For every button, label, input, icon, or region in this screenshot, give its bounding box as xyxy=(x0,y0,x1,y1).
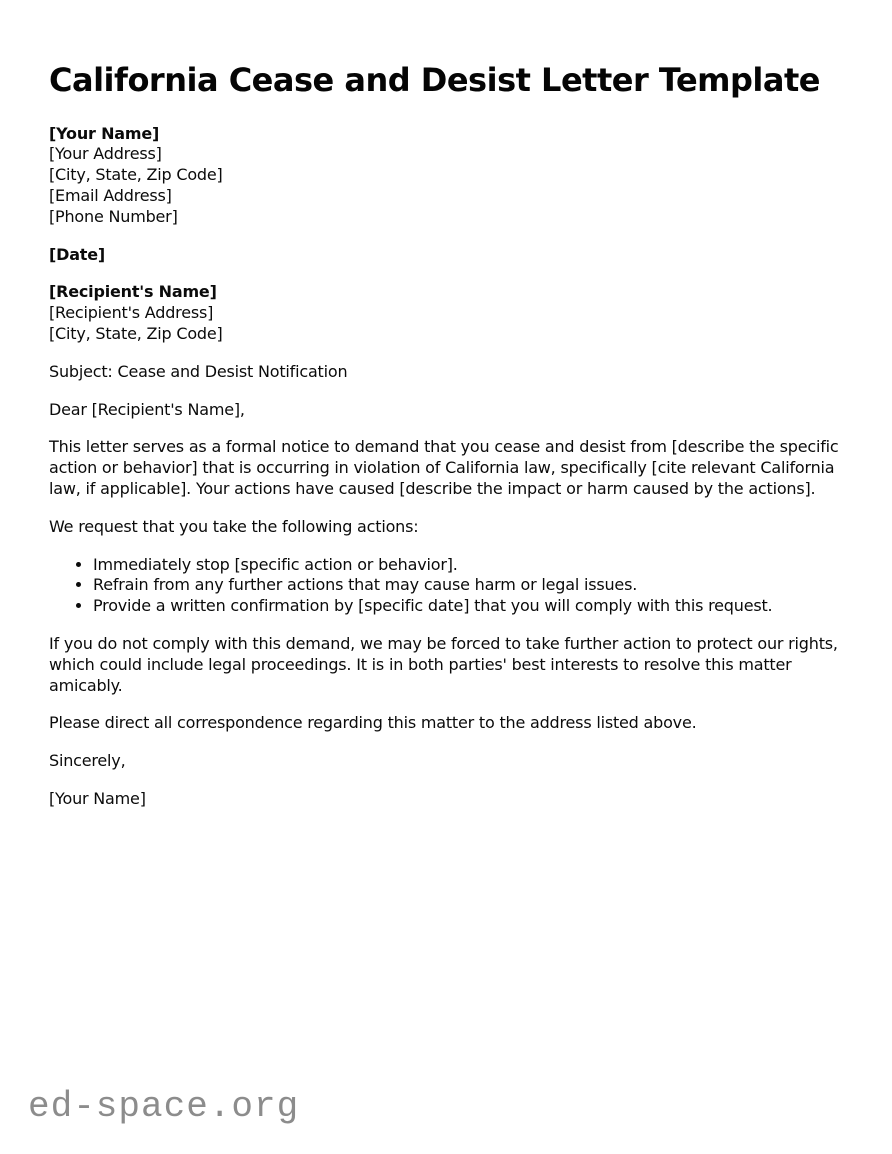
action-item-3: • Provide a written confirmation by [specific date] that you will comply with this request. xyxy=(93,596,841,617)
closing: Sincerely, xyxy=(49,751,126,771)
page-title: California Cease and Desist Letter Template xyxy=(49,61,820,99)
correspondence-paragraph: Please direct all correspondence regarding this matter to the address listed above. xyxy=(49,713,697,733)
date-placeholder: [Date] xyxy=(49,244,106,264)
recipient-name: [Recipient's Name] xyxy=(49,282,217,302)
sender-email: [Email Address] xyxy=(49,185,172,205)
sender-address: [Your Address] xyxy=(49,144,162,164)
sender-city-state-zip: [City, State, Zip Code] xyxy=(49,165,223,185)
sender-block xyxy=(49,124,841,228)
salutation: Dear [Recipient's Name], xyxy=(49,399,245,419)
signature-placeholder: [Your Name] xyxy=(49,788,146,808)
action-item-2: • Refrain from any further actions that may cause harm or legal issues. xyxy=(93,575,841,596)
request-intro-paragraph: We request that you take the following actions: xyxy=(49,516,419,536)
subject-line: Subject: Cease and Desist Notification xyxy=(49,361,348,381)
recipient-block xyxy=(49,282,841,344)
sender-phone: [Phone Number] xyxy=(49,206,178,226)
letter-content xyxy=(49,60,841,810)
action-item-1: • Immediately stop [specific action or behavior]. xyxy=(93,555,841,576)
actions-list xyxy=(49,555,841,617)
recipient-address: [Recipient's Address] xyxy=(49,303,214,323)
non-compliance-paragraph: If you do not comply with this demand, we may be forced to take further action to protect our rights, which could include legal proceedings. It is in both parties' best interests to resolve this matter amicably. xyxy=(49,633,838,695)
site-watermark: ed-space.org xyxy=(28,1086,300,1127)
sender-name: [Your Name] xyxy=(49,123,160,143)
notice-paragraph: This letter serves as a formal notice to demand that you cease and desist from [describe the specific action or behavior] that is occurring in violation of California law, specifically [cite relevant California law, if applicable]. Your actions have caused [describe the impact or harm caused by the actions]. xyxy=(49,437,839,498)
recipient-city-state-zip: [City, State, Zip Code] xyxy=(49,323,223,343)
date-block xyxy=(49,245,841,266)
